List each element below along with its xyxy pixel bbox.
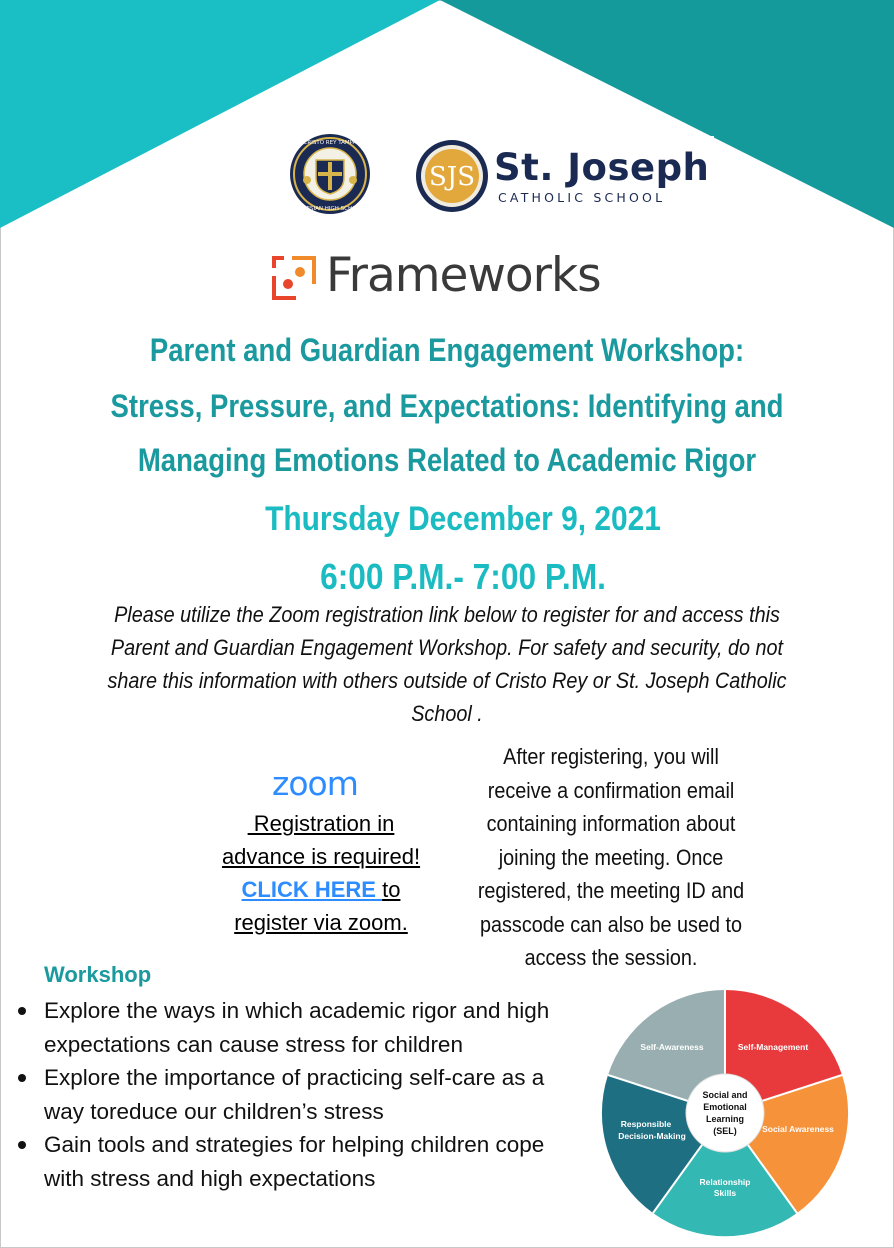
sel-center-line-1: Social and bbox=[702, 1090, 748, 1100]
sel-label-self-awareness: Self-Awareness bbox=[640, 1042, 704, 1052]
sel-label-social-awareness: Social Awareness bbox=[762, 1124, 834, 1134]
sel-center-line-3: Learning bbox=[705, 1114, 745, 1124]
registration-line-2: advance is required! bbox=[221, 844, 421, 869]
sel-center-line-4: (SEL) bbox=[713, 1126, 737, 1136]
event-date: Thursday December 9, 2021 bbox=[265, 500, 661, 538]
bullet-dot-icon bbox=[18, 1007, 26, 1015]
sel-center-line-2: Emotional bbox=[703, 1102, 747, 1112]
sel-label-responsible: Responsible bbox=[620, 1119, 672, 1129]
sel-wheel-diagram bbox=[600, 988, 850, 1238]
st-joseph-logo bbox=[414, 136, 714, 216]
click-here-link[interactable]: CLICK HERE bbox=[241, 877, 383, 902]
workshop-title-line-3: Managing Emotions Related to Academic Rigor bbox=[137, 442, 757, 478]
bullet-dot-icon bbox=[18, 1074, 26, 1082]
sel-label-skills: Skills bbox=[713, 1188, 737, 1198]
registration-line-1: Registration in bbox=[247, 811, 395, 836]
intro-paragraph: Please utilize the Zoom registration link below to register for and access this Parent and Guardian Engagement Workshop. For safety and security, do not share this information with others outside of Cristo Rey or St. Joseph Catholic School . bbox=[107, 602, 787, 726]
event-time: 6:00 P.M.- 7:00 P.M. bbox=[320, 556, 606, 597]
svg-text:SALESIAN HIGH SCHOOL: SALESIAN HIGH SCHOOL bbox=[296, 206, 364, 212]
sel-label-decision-making: Decision-Making bbox=[618, 1131, 686, 1141]
workshop-title-line-1: Parent and Guardian Engagement Workshop: bbox=[149, 332, 745, 368]
workshop-title-line-2: Stress, Pressure, and Expectations: Identifying and bbox=[110, 388, 784, 424]
registration-block bbox=[190, 807, 452, 939]
bullet-text: Explore the ways in which academic rigor and high expectations can cause stress for children bbox=[44, 998, 550, 1057]
workshop-heading: Workshop bbox=[44, 962, 152, 987]
frameworks-mark-icon bbox=[270, 254, 318, 302]
frameworks-wordmark: Frameworks bbox=[326, 248, 601, 303]
school-logos bbox=[276, 130, 716, 220]
register-via-zoom-line: register via zoom. bbox=[234, 910, 408, 935]
workshop-bullet-list bbox=[14, 994, 574, 1195]
svg-text:CRISTO REY TAMPA: CRISTO REY TAMPA bbox=[303, 140, 357, 146]
click-here-line bbox=[190, 873, 452, 906]
sj-monogram: SJS bbox=[428, 162, 476, 192]
bullet-text: Explore the importance of practicing self-care as a way toreduce our children’s stress bbox=[44, 1065, 545, 1124]
bullet-dot-icon bbox=[18, 1141, 26, 1149]
frameworks-logo bbox=[270, 250, 650, 310]
st-joseph-seal-icon bbox=[414, 138, 490, 214]
sel-label-self-management: Self-Management bbox=[737, 1042, 809, 1052]
zoom-logo: zoom bbox=[272, 764, 358, 803]
list-item bbox=[14, 1128, 574, 1195]
list-item bbox=[14, 1061, 574, 1128]
click-here-to: to bbox=[382, 877, 401, 902]
cristo-rey-seal-logo bbox=[280, 132, 380, 216]
st-joseph-subtitle: CATHOLIC SCHOOL bbox=[498, 190, 666, 205]
st-joseph-name: St. Joseph bbox=[494, 146, 710, 189]
bullet-text: Gain tools and strategies for helping children cope with stress and high expectations bbox=[44, 1132, 545, 1191]
sel-label-relationship: Relationship bbox=[699, 1177, 751, 1187]
list-item bbox=[14, 994, 574, 1061]
after-registering-paragraph: After registering, you will receive a confirmation email containing information about joining the meeting. Once registered, the meeting ID and passcode can also be used to access the session. bbox=[477, 744, 745, 970]
